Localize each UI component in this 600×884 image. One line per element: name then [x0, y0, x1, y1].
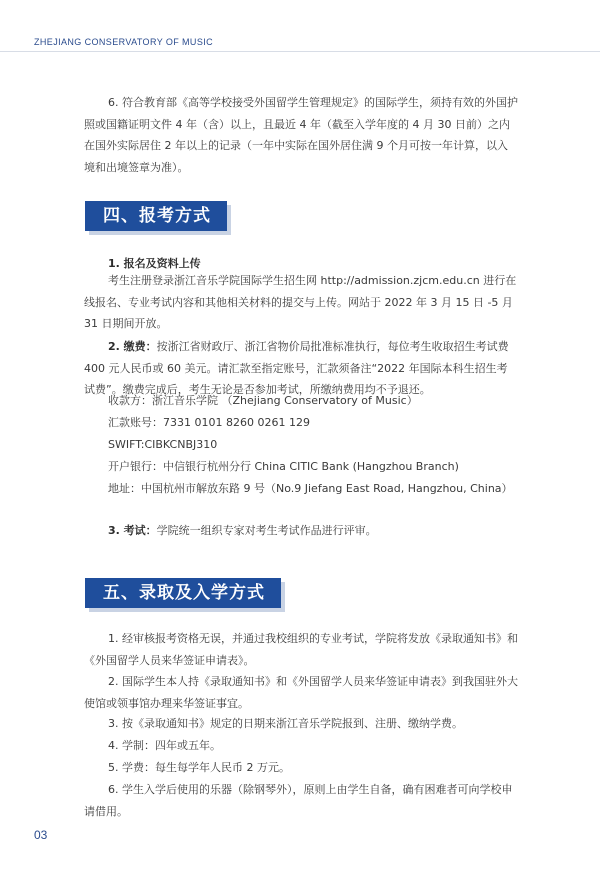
section-4-title: 四、报考方式 [85, 201, 227, 231]
bank-line: 开户银行：中信银行杭州分行 China CITIC Bank (Hangzhou Branch) [108, 460, 459, 473]
section-4-sub1-text: 考生注册登录浙江音乐学院国际学生招生网 http://admission.zjcm.edu.cn 进行在线报名、专业考试内容和其他相关材料的提交与上传。网站于 2022 年 3 月 15 日 -5 月 31 日期间开放。 [84, 274, 517, 330]
section-5-item-3: 3. 按《录取通知书》规定的日期来浙江音乐学院报到、注册、缴纳学费。 [108, 717, 463, 730]
section-4-sub3-text: 学院统一组织专家对考生考试作品进行评审。 [156, 524, 377, 537]
section-4-sub2-text: 按浙江省财政厅、浙江省物价局批准标准执行，每位考生收取招生考试费 400 元人民币或 60 美元。请汇款至指定账号，汇款须备注“2022 年国际本科生招生考试费”。缴费完成后，考生无论是否参加考试，所缴纳费用均不予退还。 [84, 340, 509, 396]
section-5-item-4: 4. 学制：四年或五年。 [108, 739, 221, 752]
section-5-title: 五、录取及入学方式 [85, 578, 281, 608]
section-5-item-5: 5. 学费：每生每学年人民币 2 万元。 [108, 761, 290, 774]
section-4-sub3 [84, 520, 518, 542]
section-5-item-6: 6. 学生入学后使用的乐器（除钢琴外），原则上由学生自备，确有困难者可向学校申请借用。 [84, 783, 513, 818]
section-5-item-2: 2. 国际学生本人持《录取通知书》和《外国留学人员来华签证申请表》到我国驻外大使馆或领事馆办理来华签证事宜。 [84, 675, 518, 710]
section-5-item-1: 1. 经审核报考资格无误，并通过我校组织的专业考试，学院将发放《录取通知书》和《外国留学人员来华签证申请表》。 [84, 632, 518, 667]
section-4-sub3-label: 3. 考试： [108, 524, 157, 537]
eligibility-item-6: 6. 符合教育部《高等学校接受外国留学生管理规定》的国际学生，须持有效的外国护照或国籍证明文件 4 年（含）以上，且最近 4 年（截至入学年度的 4 月 30 日前）之内在国外实际居住 2 年以上的记录（一年中实际在国外居住满 9 个月可按一年计算，以入境和出境签章为准）。 [84, 96, 518, 174]
account-line: 汇款账号：7331 0101 8260 0261 129 [108, 416, 310, 429]
header-title: ZHEJIANG CONSERVATORY OF MUSIC [34, 37, 214, 47]
page-number: 03 [34, 828, 48, 842]
payee-line: 收款方：浙江音乐学院 （Zhejiang Conservatory of Music） [108, 394, 418, 407]
header-divider [0, 51, 600, 52]
section-4-sub1-title: 1. 报名及资料上传 [108, 257, 201, 270]
swift-line: SWIFT:CIBKCNBJ310 [108, 438, 218, 451]
address-line: 地址：中国杭州市解放东路 9 号（No.9 Jiefang East Road, Hangzhou, China） [108, 482, 513, 495]
section-4-sub2-label: 2. 缴费： [108, 340, 157, 353]
